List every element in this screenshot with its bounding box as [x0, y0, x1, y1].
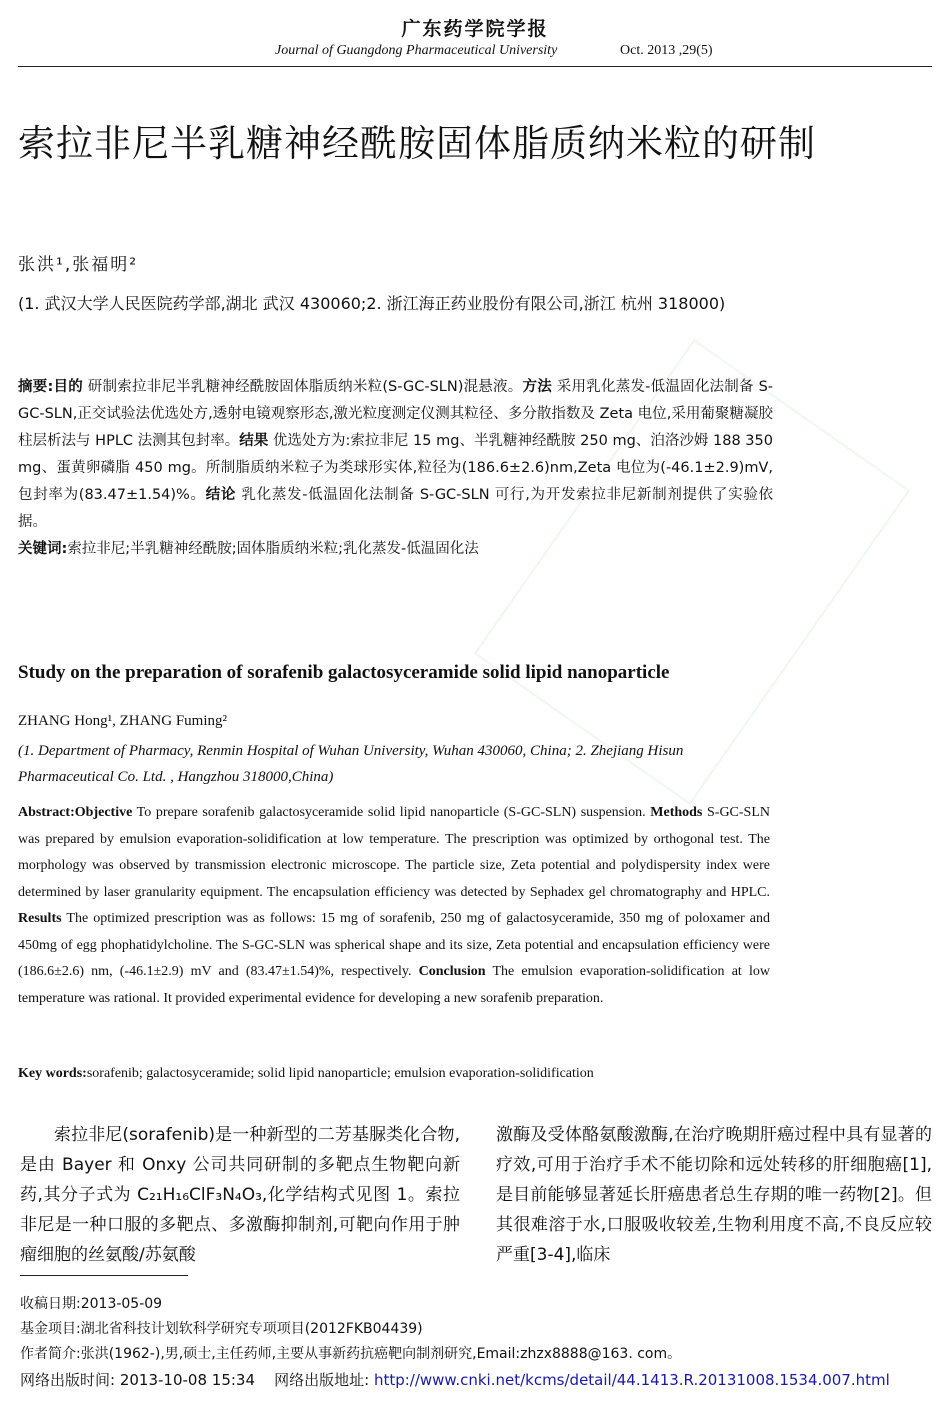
header-rule [18, 66, 932, 67]
conclusion-text-en: The emulsion evaporation-solidification at low temperature was rational. It provided experimental evidence for developing a new sorafenib preparation. [18, 964, 770, 1006]
journal-title-cn: 广东药学院学报 [401, 18, 549, 40]
objective-text-cn: 研制索拉非尼半乳糖神经酰胺固体脂质纳米粒(S-GC-SLN)混悬液。 [82, 379, 523, 395]
article-title-cn: 索拉非尼半乳糖神经酰胺固体脂质纳米粒的研制 [18, 122, 816, 165]
footnote-rule [20, 1275, 188, 1276]
article-title-en: Study on the preparation of sorafenib galactosyceramide solid lipid nanoparticle [18, 662, 670, 683]
keywords-cn [18, 536, 773, 563]
keywords-text-cn: 索拉非尼;半乳糖神经酰胺;固体脂质纳米粒;乳化蒸发-低温固化法 [67, 541, 479, 557]
methods-label-cn: 方法 [522, 379, 552, 395]
keywords-label-en: Key words: [18, 1066, 87, 1081]
online-time: 2013-10-08 15:34 [119, 1371, 256, 1389]
abstract-label-cn: 摘要: [18, 379, 54, 395]
results-text-cn: 优选处方为:索拉非尼 15 mg、半乳糖神经酰胺 250 mg、泊洛沙姆 188 350 mg、蛋黄卵磷脂 450 mg。所制脂质纳米粒子为类球形实体,粒径为(186.6±2.6)nm,Zeta 电位为(-46.1±2.9)mV,包封率为(83.47±1.54)%。 [18, 433, 773, 503]
journal-title-en: Journal of Guangdong Pharmaceutical University [275, 43, 558, 58]
abstract-label-en: Abstract: [18, 805, 75, 820]
methods-text-en: S-GC-SLN was prepared by emulsion evaporation-solidification at low temperature. The prescription was optimized by orthogonal test. The morphology was observed by transmission electronic microscope. The particle size, Zeta potential and polydispersity index were determined by laser granularity equipment. The encapsulation efficiency was detected by Sephadex gel chromatography and HPLC. [18, 805, 771, 900]
keywords-label-cn: 关键词: [18, 541, 68, 557]
body-text-left: 索拉非尼(sorafenib)是一种新型的二芳基脲类化合物,是由 Bayer 和 Onxy 公司共同研制的多靶点生物靶向新药,其分子式为 C₂₁H₁₆ClF₃N₄O₃,化学结构式见图 1。索拉非尼是一种口服的多靶点、多激酶抑制剂,可靶向作用于肿瘤细胞的丝氨酸/苏氨酸 [20, 1125, 460, 1265]
methods-text-cn: 采用乳化蒸发-低温固化法制备 S-GC-SLN,正交试验法优选处方,透射电镜观察形态,激光粒度测定仪测其粒径、多分散指数及 Zeta 电位,采用葡聚糖凝胶柱层析法与 HPLC 法测其包封率。 [18, 379, 774, 449]
author-bio: 作者简介:张洪(1962-),男,硕士,主任药师,主要从事新药抗癌靶向制剂研究,Email:zhzx8888@163. com。 [20, 1346, 682, 1362]
conclusion-label-en: Conclusion [418, 964, 486, 979]
conclusion-text-cn: 乳化蒸发-低温固化法制备 S-GC-SLN 可行,为开发索拉非尼新制剂提供了实验依据。 [18, 487, 774, 530]
journal-issue: Oct. 2013 ,29(5) [620, 43, 713, 58]
keywords-text-en: sorafenib; galactosyceramide; solid lipid nanoparticle; emulsion evaporation-solidification [86, 1066, 594, 1081]
authors-cn: 张洪¹,张福明² [18, 255, 139, 275]
online-url-label: 网络出版地址: [274, 1371, 370, 1389]
received-date: 收稿日期:2013-05-09 [20, 1296, 163, 1312]
results-label-cn: 结果 [239, 433, 269, 449]
affiliation-en [18, 738, 778, 790]
authors-en: ZHANG Hong¹, ZHANG Fuming² [18, 713, 227, 729]
keywords-en [18, 1066, 770, 1082]
affiliation-cn: (1. 武汉大学人民医院药学部,湖北 武汉 430060;2. 浙江海正药业股份有限公司,浙江 杭州 318000) [18, 294, 726, 313]
online-time-label: 网络出版时间: [20, 1371, 116, 1389]
fund-note: 基金项目:湖北省科技计划软科学研究专项项目(2012FKB04439) [20, 1321, 423, 1337]
abstract-en [18, 800, 770, 1012]
online-url-link[interactable]: http://www.cnki.net/kcms/detail/44.1413.R.20131008.1534.007.html [373, 1371, 890, 1389]
methods-label-en: Methods [650, 805, 703, 820]
body-text-right: 激酶及受体酪氨酸激酶,在治疗晚期肝癌过程中具有显著的疗效,可用于治疗手术不能切除和远处转移的肝细胞癌[1],是目前能够显著延长肝癌患者总生存期的唯一药物[2]。但其很难溶于水,口服吸收较差,生物利用度不高,不良反应较严重[3-4],临床 [496, 1125, 932, 1265]
results-label-en: Results [18, 911, 62, 926]
conclusion-label-cn: 结论 [205, 487, 237, 503]
abstract-cn [18, 374, 773, 536]
results-text-en: The optimized prescription was as follows: 15 mg of sorafenib, 250 mg of galactosyceramide, 350 mg of poloxamer and 450mg of egg phophatidylcholine. The S-GC-SLN was spherical shape and its size, Zeta potential and encapsulation efficiency were (186.6±2.6) nm, (-46.1±2.9) mV and (83.47±1.54)%, respectively. [18, 911, 770, 979]
objective-label-cn: 目的 [53, 379, 83, 395]
objective-text-en: To prepare sorafenib galactosyceramide solid lipid nanoparticle (S-GC-SLN) suspension. [132, 805, 646, 820]
affiliation-en-text: (1. Department of Pharmacy, Renmin Hospital of Wuhan University, Wuhan 430060, China; 2. Zhejiang Hisun Pharmaceutical Co. Ltd. , Hangzhou 318000,China) [18, 743, 684, 785]
online-info [20, 1369, 890, 1390]
objective-label-en: Objective [74, 805, 133, 820]
